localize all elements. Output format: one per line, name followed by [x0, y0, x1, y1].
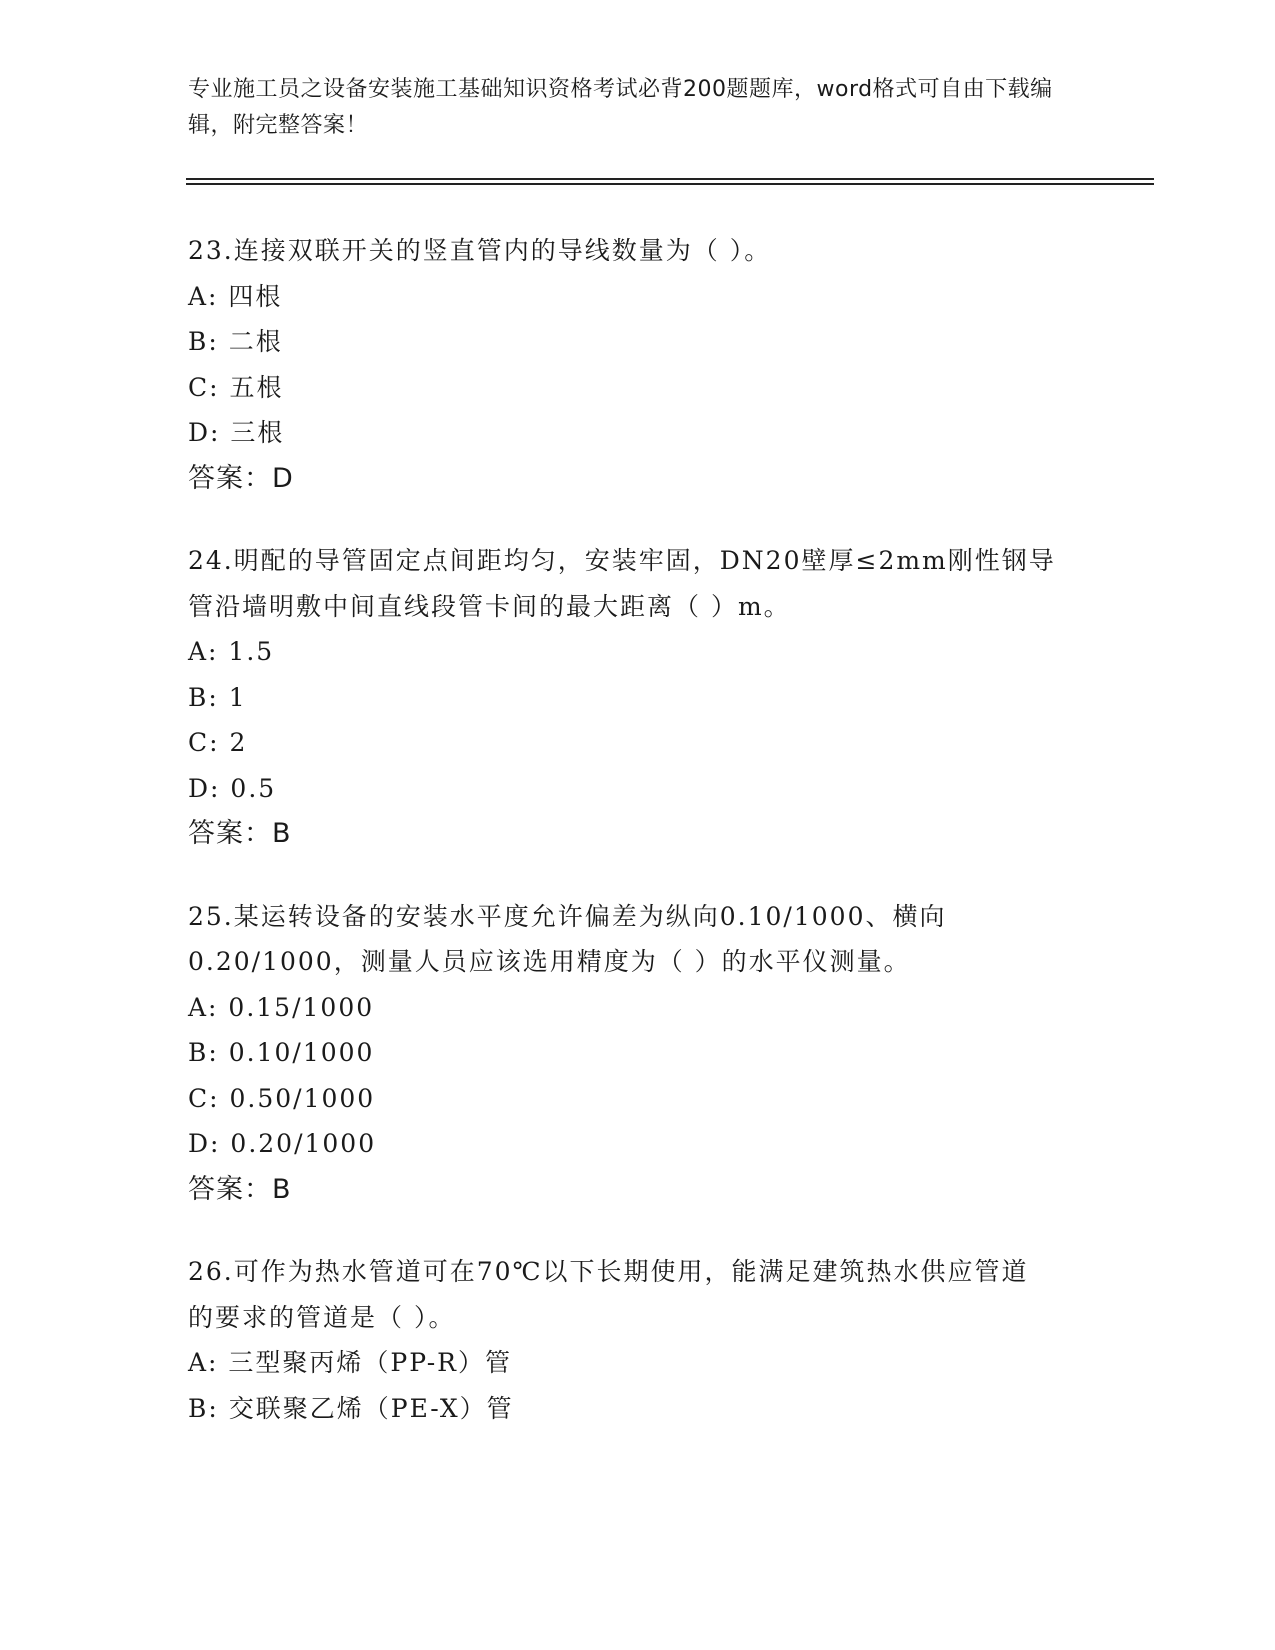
- option-a: A: 三型聚丙烯（PP-R）管: [188, 1348, 512, 1377]
- answer-line: 答案：B: [188, 818, 292, 849]
- question-23: [188, 228, 1088, 501]
- option-b: B: 1: [188, 682, 247, 712]
- option-d: D: 0.20/1000: [188, 1129, 377, 1158]
- option-a: A: 0.15/1000: [188, 992, 375, 1022]
- question-list: [188, 228, 1088, 1468]
- option-c: C: 五根: [188, 372, 284, 402]
- option-d: D: 0.5: [188, 773, 277, 803]
- option-a: A: 四根: [188, 281, 283, 311]
- question-stem: 25.某运转设备的安装水平度允许偏差为纵向0.10/1000、横向 0.20/1000，测量人员应该选用精度为（ ）的水平仪测量。: [188, 901, 947, 976]
- question-25: [188, 894, 1088, 1213]
- question-stem: 26.可作为热水管道可在70℃以下长期使用，能满足建筑热水供应管道 的要求的管道是（ ）。: [188, 1257, 1029, 1332]
- option-b: B: 二根: [188, 327, 283, 356]
- question-stem: 24.明配的导管固定点间距均匀，安装牢固，DN20壁厚≤2mm刚性钢导 管沿墙明敷中间直线段管卡间的最大距离（ ）m。: [188, 546, 1056, 621]
- answer-line: 答案：D: [188, 462, 294, 494]
- option-a: A: 1.5: [188, 637, 275, 666]
- answer-line: 答案：B: [188, 1173, 292, 1205]
- question-24: [188, 538, 1088, 857]
- option-c: C: 0.50/1000: [188, 1083, 376, 1113]
- question-stem: 23.连接双联开关的竖直管内的导线数量为（ ）。: [188, 236, 772, 265]
- option-b: B: 交联聚乙烯（PE-X）管: [188, 1393, 514, 1423]
- option-b: B: 0.10/1000: [188, 1038, 375, 1067]
- document-header: 专业施工员之设备安装施工基础知识资格考试必背200题题库，word格式可自由下载编辑，附完整答案！: [188, 77, 1053, 138]
- option-c: C: 2: [188, 728, 248, 757]
- option-d: D: 三根: [188, 418, 285, 447]
- header-divider: [186, 178, 1154, 185]
- question-26: [188, 1249, 1088, 1431]
